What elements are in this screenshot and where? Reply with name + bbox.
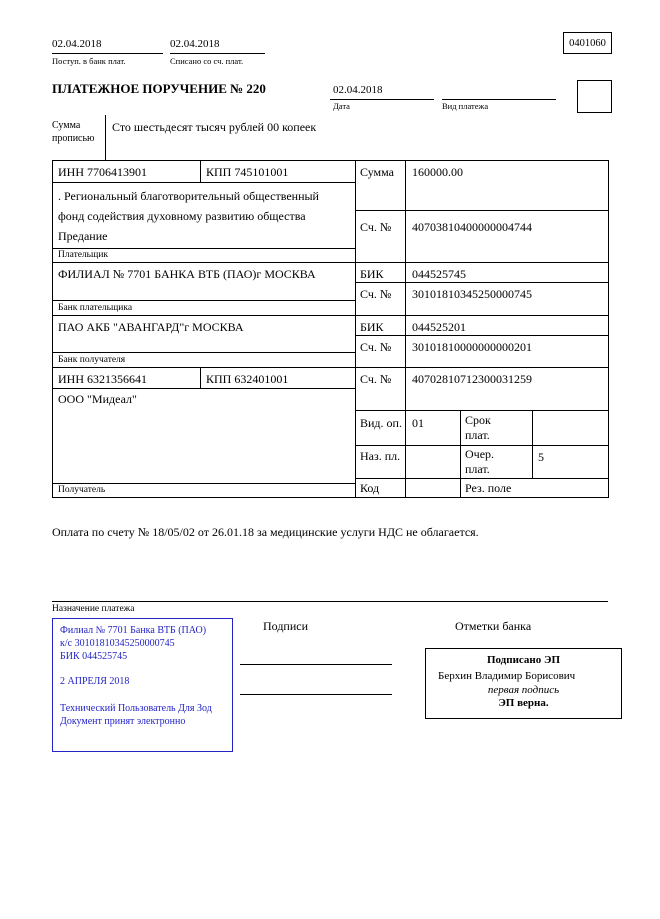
table-border — [52, 160, 53, 497]
bank-marks-header: Отметки банка — [455, 619, 532, 633]
payee-account-label: Сч. № — [360, 372, 392, 386]
payer-bank-name: ФИЛИАЛ № 7701 БАНКА ВТБ (ПАО)г МОСКВА — [58, 267, 316, 281]
purpose-code-label: Наз. пл. — [360, 449, 401, 463]
payer-section-label: Плательщик — [58, 250, 109, 260]
form-code: 0401060 — [569, 37, 606, 49]
payee-bank-name: ПАО АКБ "АВАНГАРД"г МОСКВА — [58, 320, 244, 334]
payee-bank-account: 30101810000000000201 — [412, 340, 532, 354]
debited-date-label: Списано со сч. плат. — [170, 56, 244, 66]
order-value: 5 — [538, 450, 544, 464]
payee-inn: ИНН 6321356641 — [58, 372, 147, 386]
table-border — [52, 300, 355, 301]
op-kind-value: 01 — [412, 416, 424, 430]
signature-line-2 — [240, 694, 392, 695]
payee-bank-section-label: Банк получателя — [58, 355, 126, 365]
payer-kpp: КПП 745101001 — [206, 165, 289, 179]
table-border — [52, 352, 355, 353]
esign-title: Подписано ЭП — [486, 654, 561, 666]
table-border — [355, 282, 608, 283]
amount-words-value: Сто шестьдесят тысяч рублей 00 копеек — [112, 120, 317, 134]
doc-date: 02.04.2018 — [333, 84, 383, 96]
payee-account: 40702810712300031259 — [412, 372, 532, 386]
table-border — [52, 262, 608, 263]
table-border — [52, 248, 355, 249]
payment-kind-underline — [442, 99, 556, 100]
payee-section-label: Получатель — [58, 485, 106, 495]
payer-inn: ИНН 7706413901 — [58, 165, 147, 179]
esign-verified: ЭП верна. — [498, 697, 549, 709]
payment-kind-box — [577, 80, 612, 113]
doc-date-label: Дата — [333, 101, 350, 111]
stamp-bank-name: Филиал № 7701 Банка ВТБ (ПАО) — [60, 625, 207, 636]
bank-acceptance-stamp — [52, 618, 233, 752]
stamp-accepted: Документ принят электронно — [60, 716, 186, 727]
table-border — [405, 160, 406, 497]
payment-kind-label: Вид платежа — [442, 101, 489, 111]
table-border — [52, 367, 608, 368]
table-border — [355, 478, 608, 479]
stamp-date: 2 АПРЕЛЯ 2018 — [60, 676, 130, 687]
esign-stamp — [425, 648, 622, 719]
table-border — [52, 483, 355, 484]
term-label: Срок плат. — [465, 413, 491, 442]
table-border — [460, 410, 461, 497]
table-border — [52, 160, 608, 161]
table-border — [200, 160, 201, 182]
table-border — [355, 445, 608, 446]
op-kind-label: Вид. оп. — [360, 416, 402, 430]
payee-bank-bik: 044525201 — [412, 320, 466, 334]
received-date: 02.04.2018 — [52, 38, 102, 50]
signature-line-1 — [240, 664, 392, 665]
esign-note: первая подпись — [487, 684, 560, 696]
debited-date: 02.04.2018 — [170, 38, 220, 50]
reserve-field-label: Рез. поле — [465, 481, 512, 495]
payer-account: 40703810400000004744 — [412, 220, 532, 234]
table-border — [52, 315, 608, 316]
payee-name: ООО "Мидеал" — [58, 392, 137, 406]
table-border — [608, 160, 609, 497]
stamp-corr-account: к/с 30101810345250000745 — [60, 638, 175, 649]
payee-bank-account-label: Сч. № — [360, 340, 392, 354]
table-border — [200, 367, 201, 388]
table-border — [52, 388, 355, 389]
received-date-underline — [52, 53, 163, 54]
payer-bank-section-label: Банк плательщика — [58, 303, 133, 313]
purpose-text: Оплата по счету № 18/05/02 от 26.01.18 за медицинские услуги НДС не облагается. — [52, 525, 479, 539]
payer-bank-bik-label: БИК — [360, 267, 384, 281]
amount-label: Сумма — [360, 165, 394, 179]
stamp-user: Технический Пользователь Для Зод — [60, 703, 212, 714]
table-border — [52, 497, 609, 498]
stamp-bik: БИК 044525745 — [60, 651, 128, 662]
document-title: ПЛАТЕЖНОЕ ПОРУЧЕНИЕ № 220 — [52, 81, 266, 96]
payee-bank-bik-label: БИК — [360, 320, 384, 334]
code-label: Код — [360, 481, 380, 495]
amount-words-divider — [105, 115, 106, 160]
doc-date-underline — [330, 99, 434, 100]
payee-kpp: КПП 632401001 — [206, 372, 289, 386]
table-border — [532, 410, 533, 478]
received-date-label: Поступ. в банк плат. — [52, 56, 126, 66]
amount-words-label: Сумма прописью — [52, 120, 95, 144]
payer-account-label: Сч. № — [360, 220, 392, 234]
signatures-header: Подписи — [263, 619, 309, 633]
order-label: Очер. плат. — [465, 447, 495, 476]
payer-name: . Региональный благотворительный общественный фонд содействия духовному развитию общества Предание — [58, 189, 319, 243]
purpose-underline — [52, 601, 608, 602]
payer-bank-account: 30101810345250000745 — [412, 287, 532, 301]
amount-value: 160000.00 — [412, 165, 463, 179]
form-code-box — [563, 32, 612, 54]
table-border — [355, 210, 608, 211]
payer-bank-account-label: Сч. № — [360, 287, 392, 301]
table-border — [355, 335, 608, 336]
table-border — [355, 160, 356, 497]
table-border — [355, 410, 608, 411]
purpose-label: Назначение платежа — [52, 604, 135, 614]
debited-date-underline — [170, 53, 265, 54]
payer-bank-bik: 044525745 — [412, 267, 466, 281]
table-border — [52, 182, 355, 183]
esign-name: Берхин Владимир Борисович — [438, 670, 576, 682]
